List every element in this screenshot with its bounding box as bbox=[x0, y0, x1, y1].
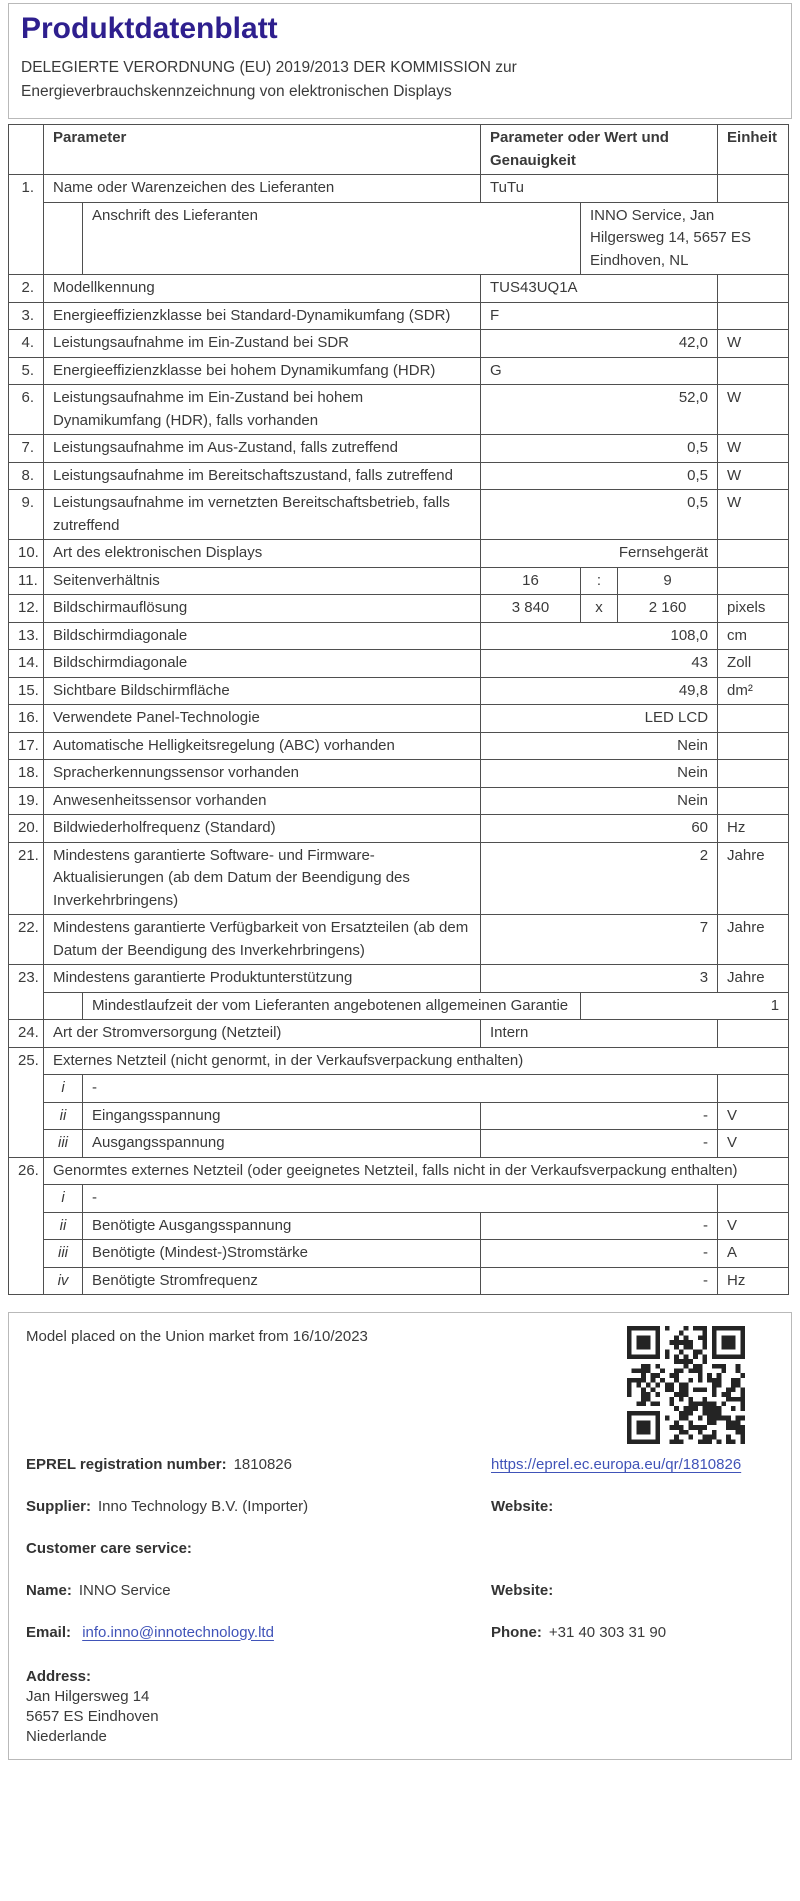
address-block bbox=[26, 1667, 774, 1748]
param-number-cell: 3. bbox=[9, 302, 44, 330]
address-line: Jan Hilgersweg 14 bbox=[26, 1687, 150, 1705]
param-value-cell: 108,0 bbox=[481, 622, 718, 650]
table-row bbox=[9, 540, 789, 568]
table-row bbox=[9, 1102, 789, 1130]
value-a-cell: 16 bbox=[481, 567, 581, 595]
unit-cell bbox=[718, 732, 789, 760]
unit-cell: W bbox=[718, 385, 789, 435]
param-value-cell: Nein bbox=[481, 787, 718, 815]
table-row bbox=[9, 357, 789, 385]
table-row bbox=[9, 175, 789, 203]
param-label-cell: Leistungsaufnahme im vernetzten Bereitschaftsbetrieb, falls zutreffend bbox=[44, 490, 481, 540]
unit-cell: V bbox=[718, 1130, 789, 1158]
table-header-row bbox=[9, 125, 789, 175]
param-label-cell: Art des elektronischen Displays bbox=[44, 540, 481, 568]
unit-cell: dm² bbox=[718, 677, 789, 705]
param-value-cell: - bbox=[481, 1240, 718, 1268]
param-number-cell: 20. bbox=[9, 815, 44, 843]
table-row bbox=[9, 202, 789, 275]
param-value-cell: 0,5 bbox=[481, 435, 718, 463]
value-separator-cell: : bbox=[581, 567, 618, 595]
header-value: Parameter oder Wert und Genauigkeit bbox=[481, 125, 718, 175]
supplier-label: Supplier: bbox=[26, 1497, 92, 1515]
param-number-cell: 13. bbox=[9, 622, 44, 650]
unit-cell bbox=[718, 760, 789, 788]
supplier-name: Inno Technology B.V. (Importer) bbox=[98, 1497, 309, 1515]
unit-cell bbox=[718, 540, 789, 568]
param-label-cell: Mindestens garantierte Verfügbarkeit von Ersatzteilen (ab dem Datum der Beendigung des Inverkehrbringens) bbox=[44, 915, 481, 965]
table-row bbox=[9, 1130, 789, 1158]
param-value-cell: Intern bbox=[481, 1020, 718, 1048]
page-title: Produktdatenblatt bbox=[21, 12, 278, 45]
market-note-row bbox=[26, 1326, 774, 1444]
param-number-cell: 9. bbox=[9, 490, 44, 540]
unit-cell bbox=[718, 302, 789, 330]
table-row bbox=[9, 622, 789, 650]
document-header bbox=[8, 3, 792, 119]
customer-care-label: Customer care service: bbox=[26, 1539, 192, 1557]
param-value-cell: 2 bbox=[481, 842, 718, 915]
param-label-cell: Ausgangsspannung bbox=[83, 1130, 481, 1158]
sub-index-cell: i bbox=[44, 1075, 83, 1103]
param-value-cell: 42,0 bbox=[481, 330, 718, 358]
param-number-cell: 15. bbox=[9, 677, 44, 705]
param-label-cell: Name oder Warenzeichen des Lieferanten bbox=[44, 175, 481, 203]
param-value-cell: 0,5 bbox=[481, 462, 718, 490]
table-row bbox=[9, 1240, 789, 1268]
param-number-cell: 16. bbox=[9, 705, 44, 733]
unit-cell bbox=[718, 1185, 789, 1213]
table-row bbox=[9, 302, 789, 330]
param-label-cell: Seitenverhältnis bbox=[44, 567, 481, 595]
param-value-cell: 0,5 bbox=[481, 490, 718, 540]
unit-cell bbox=[718, 275, 789, 303]
param-label-cell: Benötigte Stromfrequenz bbox=[83, 1267, 481, 1295]
param-label-cell: Bildschirmdiagonale bbox=[44, 622, 481, 650]
param-value-cell: TUS43UQ1A bbox=[481, 275, 718, 303]
value-b-cell: 9 bbox=[618, 567, 718, 595]
param-label-cell: Leistungsaufnahme im Ein-Zustand bei hohem Dynamikumfang (HDR), falls vorhanden bbox=[44, 385, 481, 435]
param-number-cell: 2. bbox=[9, 275, 44, 303]
unit-cell bbox=[718, 1075, 789, 1103]
param-number-cell: 6. bbox=[9, 385, 44, 435]
param-number-cell: 7. bbox=[9, 435, 44, 463]
table-row bbox=[9, 275, 789, 303]
eprel-row bbox=[26, 1454, 774, 1477]
product-data-table bbox=[8, 124, 789, 1295]
param-value-cell: G bbox=[481, 357, 718, 385]
param-value-cell: 43 bbox=[481, 650, 718, 678]
market-note: Model placed on the Union market from 16/10/2023 bbox=[26, 1328, 368, 1346]
param-value-cell: - bbox=[481, 1267, 718, 1295]
regulation-subtitle: DELEGIERTE VERORDNUNG (EU) 2019/2013 DER KOMMISSION zur Energieverbrauchskennzeichnung von elektronischen Displays bbox=[21, 59, 517, 101]
table-row bbox=[9, 385, 789, 435]
param-number-cell bbox=[44, 992, 83, 1020]
table-row bbox=[9, 815, 789, 843]
address-line: Niederlande bbox=[26, 1728, 107, 1746]
table-row bbox=[9, 1185, 789, 1213]
unit-cell bbox=[718, 705, 789, 733]
table-row bbox=[9, 760, 789, 788]
unit-cell: W bbox=[718, 462, 789, 490]
table-row bbox=[9, 677, 789, 705]
table-row bbox=[9, 1212, 789, 1240]
param-group-cell: Externes Netzteil (nicht genormt, in der Verkaufsverpackung enthalten) bbox=[44, 1047, 789, 1075]
param-value-cell: Nein bbox=[481, 760, 718, 788]
param-label-cell: Anschrift des Lieferanten bbox=[83, 202, 581, 275]
param-number-cell: 23. bbox=[9, 965, 44, 1020]
param-value-cell: 60 bbox=[481, 815, 718, 843]
unit-cell: W bbox=[718, 330, 789, 358]
unit-cell: V bbox=[718, 1212, 789, 1240]
unit-cell: Hz bbox=[718, 1267, 789, 1295]
phone-number: +31 40 303 31 90 bbox=[548, 1623, 667, 1641]
unit-cell bbox=[718, 567, 789, 595]
unit-cell bbox=[718, 1020, 789, 1048]
sub-index-cell: ii bbox=[44, 1212, 83, 1240]
service-name: INNO Service bbox=[78, 1581, 171, 1599]
email-link[interactable]: info.inno@innotechnology.ltd bbox=[82, 1623, 274, 1641]
param-value-cell: 7 bbox=[481, 915, 718, 965]
sub-index-cell: i bbox=[44, 1185, 83, 1213]
supplier-row bbox=[26, 1496, 774, 1517]
param-label-cell: Leistungsaufnahme im Aus-Zustand, falls zutreffend bbox=[44, 435, 481, 463]
table-row bbox=[9, 1020, 789, 1048]
param-label-cell: Benötigte (Mindest-)Stromstärke bbox=[83, 1240, 481, 1268]
name-label: Name: bbox=[26, 1581, 72, 1599]
param-label-cell: Spracherkennungssensor vorhanden bbox=[44, 760, 481, 788]
param-value-cell: - bbox=[83, 1075, 718, 1103]
param-label-cell: Eingangsspannung bbox=[83, 1102, 481, 1130]
param-value-cell: 1 bbox=[581, 992, 789, 1020]
param-number-cell: 21. bbox=[9, 842, 44, 915]
param-value-cell: - bbox=[481, 1102, 718, 1130]
table-row bbox=[9, 650, 789, 678]
table-row bbox=[9, 965, 789, 993]
document-footer bbox=[8, 1312, 792, 1760]
table-row bbox=[9, 787, 789, 815]
param-label-cell: Mindestens garantierte Produktunterstützung bbox=[44, 965, 481, 993]
value-separator-cell: x bbox=[581, 595, 618, 623]
value-b-cell: 2 160 bbox=[618, 595, 718, 623]
param-number-cell: 14. bbox=[9, 650, 44, 678]
unit-cell bbox=[718, 175, 789, 203]
param-label-cell: Sichtbare Bildschirmfläche bbox=[44, 677, 481, 705]
unit-cell: Jahre bbox=[718, 915, 789, 965]
table-row bbox=[9, 330, 789, 358]
sub-index-cell: iv bbox=[44, 1267, 83, 1295]
sub-index-cell: iii bbox=[44, 1130, 83, 1158]
unit-cell: A bbox=[718, 1240, 789, 1268]
param-value-cell: 49,8 bbox=[481, 677, 718, 705]
table-row bbox=[9, 1047, 789, 1075]
param-value-cell: - bbox=[481, 1212, 718, 1240]
param-number-cell: 17. bbox=[9, 732, 44, 760]
unit-cell: cm bbox=[718, 622, 789, 650]
param-value-cell: 52,0 bbox=[481, 385, 718, 435]
param-group-cell: Genormtes externes Netzteil (oder geeignetes Netzteil, falls nicht in der Verkaufsverpackung enthalten) bbox=[44, 1157, 789, 1185]
unit-cell: pixels bbox=[718, 595, 789, 623]
service-name-row bbox=[26, 1580, 774, 1601]
param-label-cell: Energieeffizienzklasse bei hohem Dynamikumfang (HDR) bbox=[44, 357, 481, 385]
table-row bbox=[9, 992, 789, 1020]
email-label: Email: bbox=[26, 1623, 72, 1641]
param-number-cell: 18. bbox=[9, 760, 44, 788]
param-number-cell: 22. bbox=[9, 915, 44, 965]
unit-cell: V bbox=[718, 1102, 789, 1130]
param-number-cell: 19. bbox=[9, 787, 44, 815]
param-number-cell bbox=[44, 202, 83, 275]
param-label-cell: Mindestlaufzeit der vom Lieferanten angebotenen allgemeinen Garantie bbox=[83, 992, 581, 1020]
param-number-cell: 24. bbox=[9, 1020, 44, 1048]
table-row bbox=[9, 732, 789, 760]
param-value-cell: Nein bbox=[481, 732, 718, 760]
param-value-cell: INNO Service, Jan Hilgersweg 14, 5657 ES Eindhoven, NL bbox=[581, 202, 789, 275]
customer-care-row bbox=[26, 1538, 774, 1559]
email-row bbox=[26, 1622, 774, 1643]
param-value-cell: LED LCD bbox=[481, 705, 718, 733]
table-row bbox=[9, 842, 789, 915]
param-label-cell: Bildschirmdiagonale bbox=[44, 650, 481, 678]
address-label: Address: bbox=[26, 1667, 92, 1685]
param-label-cell: Benötigte Ausgangsspannung bbox=[83, 1212, 481, 1240]
table-row bbox=[9, 1157, 789, 1185]
unit-cell: Jahre bbox=[718, 842, 789, 915]
eprel-label: EPREL registration number: bbox=[26, 1456, 227, 1474]
param-label-cell: Bildwiederholfrequenz (Standard) bbox=[44, 815, 481, 843]
website-label-2: Website: bbox=[491, 1581, 554, 1599]
table-row bbox=[9, 1267, 789, 1295]
param-value-cell: - bbox=[481, 1130, 718, 1158]
param-label-cell: Bildschirmauflösung bbox=[44, 595, 481, 623]
table-row bbox=[9, 595, 789, 623]
param-value-cell: F bbox=[481, 302, 718, 330]
table-row bbox=[9, 1075, 789, 1103]
param-number-cell: 10. bbox=[9, 540, 44, 568]
param-label-cell: Energieeffizienzklasse bei Standard-Dynamikumfang (SDR) bbox=[44, 302, 481, 330]
unit-cell bbox=[718, 357, 789, 385]
eprel-link[interactable]: https://eprel.ec.europa.eu/qr/1810826 bbox=[491, 1456, 742, 1474]
param-number-cell: 11. bbox=[9, 567, 44, 595]
param-value-cell: 3 bbox=[481, 965, 718, 993]
table-row bbox=[9, 705, 789, 733]
table-row bbox=[9, 915, 789, 965]
table-row bbox=[9, 462, 789, 490]
param-value-cell: TuTu bbox=[481, 175, 718, 203]
param-number-cell: 25. bbox=[9, 1047, 44, 1157]
param-number-cell: 1. bbox=[9, 175, 44, 275]
header-unit: Einheit bbox=[718, 125, 789, 175]
website-label: Website: bbox=[491, 1497, 554, 1515]
unit-cell: Jahre bbox=[718, 965, 789, 993]
table-row bbox=[9, 490, 789, 540]
unit-cell: Hz bbox=[718, 815, 789, 843]
unit-cell bbox=[718, 787, 789, 815]
param-label-cell: Mindestens garantierte Software- und Firmware-Aktualisierungen (ab dem Datum der Beendigung des Inverkehrbringens) bbox=[44, 842, 481, 915]
phone-label: Phone: bbox=[491, 1623, 542, 1641]
param-label-cell: Art der Stromversorgung (Netzteil) bbox=[44, 1020, 481, 1048]
param-label-cell: Anwesenheitssensor vorhanden bbox=[44, 787, 481, 815]
table-row bbox=[9, 567, 789, 595]
unit-cell: W bbox=[718, 490, 789, 540]
qr-code bbox=[627, 1326, 745, 1444]
header-number-cell bbox=[9, 125, 44, 175]
param-label-cell: Modellkennung bbox=[44, 275, 481, 303]
address-line: 5657 ES Eindhoven bbox=[26, 1708, 159, 1726]
param-number-cell: 26. bbox=[9, 1157, 44, 1295]
unit-cell: Zoll bbox=[718, 650, 789, 678]
sub-index-cell: iii bbox=[44, 1240, 83, 1268]
eprel-number: 1810826 bbox=[233, 1456, 292, 1474]
param-label-cell: Leistungsaufnahme im Ein-Zustand bei SDR bbox=[44, 330, 481, 358]
param-number-cell: 5. bbox=[9, 357, 44, 385]
table-row bbox=[9, 435, 789, 463]
param-label-cell: Leistungsaufnahme im Bereitschaftszustand, falls zutreffend bbox=[44, 462, 481, 490]
value-a-cell: 3 840 bbox=[481, 595, 581, 623]
param-value-cell: - bbox=[83, 1185, 718, 1213]
sub-index-cell: ii bbox=[44, 1102, 83, 1130]
unit-cell: W bbox=[718, 435, 789, 463]
param-label-cell: Verwendete Panel-Technologie bbox=[44, 705, 481, 733]
param-number-cell: 4. bbox=[9, 330, 44, 358]
param-value-cell: Fernsehgerät bbox=[481, 540, 718, 568]
param-label-cell: Automatische Helligkeitsregelung (ABC) vorhanden bbox=[44, 732, 481, 760]
param-number-cell: 8. bbox=[9, 462, 44, 490]
header-parameter: Parameter bbox=[44, 125, 481, 175]
param-number-cell: 12. bbox=[9, 595, 44, 623]
